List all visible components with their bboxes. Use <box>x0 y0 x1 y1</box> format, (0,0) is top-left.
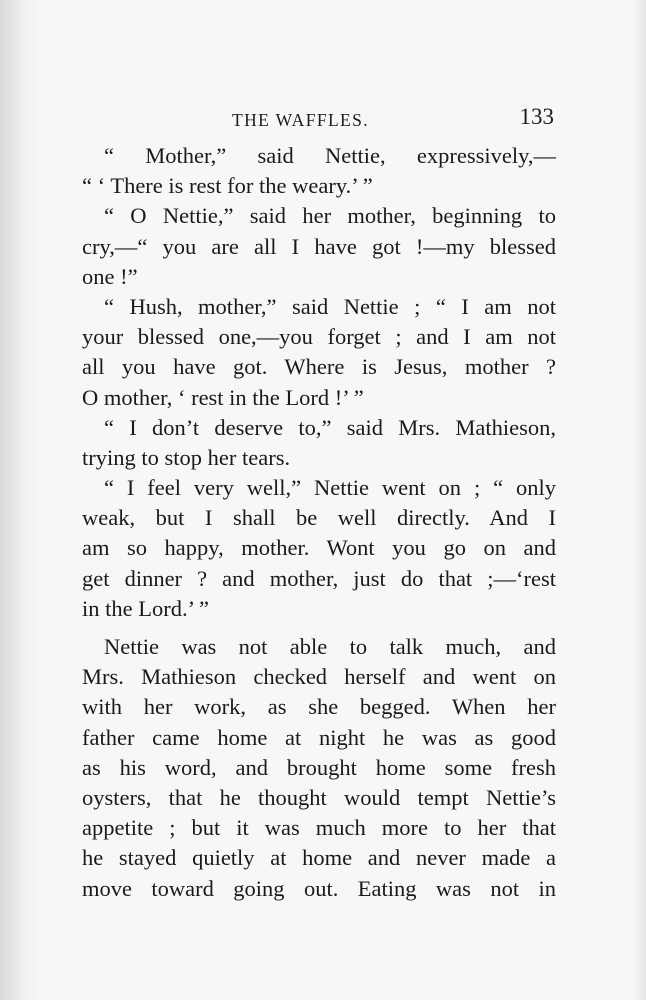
running-head: THE WAFFLES. <box>232 110 370 130</box>
text-line: Mrs. Mathieson checked herself and went on <box>82 664 556 690</box>
text-line: father came home at night he was as good <box>82 724 556 750</box>
text-line: am so happy, mother. Wont you go on and <box>82 535 556 561</box>
text-line: cry,—“ you are all I have got !—my blessed <box>82 233 556 259</box>
page-header <box>82 104 554 134</box>
text-line: in the Lord.’ ” <box>82 595 210 621</box>
text-line: “ Mother,” said Nettie, expressively,— <box>104 143 556 168</box>
body-text <box>82 141 556 904</box>
text-line: as his word, and brought home some fresh <box>82 754 556 780</box>
text-line: “ I feel very well,” Nettie went on ; “ only <box>104 475 556 501</box>
page-edge-shadow <box>632 0 646 1000</box>
page-gutter-shadow <box>0 0 42 1000</box>
text-line: he stayed quietly at home and never made a <box>82 845 556 871</box>
text-line: O mother, ‘ rest in the Lord !’ ” <box>82 384 364 410</box>
text-line: with her work, as she begged. When her <box>82 694 556 720</box>
text-line: appetite ; but it was much more to her that <box>82 815 556 841</box>
text-line: “ Hush, mother,” said Nettie ; “ I am not <box>104 293 556 319</box>
text-line: weak, but I shall be well directly. And I <box>82 505 556 531</box>
text-line: one !” <box>82 263 138 289</box>
text-line: all you have got. Where is Jesus, mother ? <box>82 354 556 380</box>
text-line: Nettie was not able to talk much, and <box>104 634 556 659</box>
text-line: move toward going out. Eating was not in <box>82 875 556 901</box>
text-line: trying to stop her tears. <box>82 444 291 470</box>
page-number: 133 <box>519 104 554 129</box>
text-line: get dinner ? and mother, just do that ;—‘rest <box>82 565 556 591</box>
text-line: your blessed one,—you forget ; and I am not <box>82 324 556 350</box>
text-line: “ I don’t deserve to,” said Mrs. Mathieson, <box>104 414 556 440</box>
paragraph-gap <box>82 624 556 632</box>
text-line: oysters, that he thought would tempt Nettie’s <box>82 784 556 810</box>
text-line: “ O Nettie,” said her mother, beginning to <box>104 203 556 229</box>
text-line: “ ‘ There is rest for the weary.’ ” <box>82 173 373 199</box>
